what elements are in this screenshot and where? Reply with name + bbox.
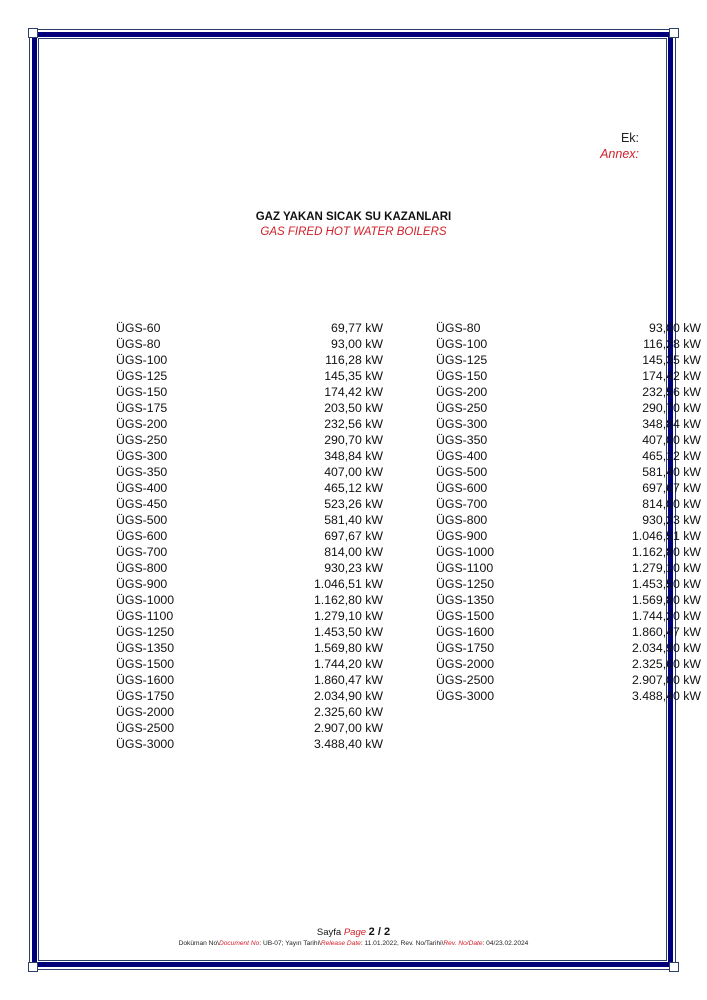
- table-row: [436, 384, 701, 400]
- model-name: ÜGS-400: [116, 481, 168, 495]
- table-row: [436, 624, 701, 640]
- page-number: 2 / 2: [368, 926, 391, 938]
- table-row: [116, 720, 383, 736]
- model-power: 2.325,60 kW: [313, 705, 383, 719]
- model-name: ÜGS-600: [116, 529, 168, 543]
- model-name: ÜGS-500: [116, 513, 168, 527]
- right-model-table: [436, 320, 701, 704]
- model-power: 523,26 kW: [324, 497, 383, 511]
- model-power: 1.162,80 kW: [631, 545, 701, 559]
- model-name: ÜGS-1500: [116, 657, 175, 671]
- rev-label-en: Rev. No/Date: [443, 940, 483, 947]
- table-row: [436, 672, 701, 688]
- model-power: 1.453,50 kW: [631, 577, 701, 591]
- model-power: 930,23 kW: [642, 513, 701, 527]
- model-name: ÜGS-1100: [116, 609, 174, 623]
- left-model-table: [116, 320, 383, 752]
- table-row: [116, 736, 383, 752]
- page-indicator: [0, 926, 707, 939]
- model-power: 930,23 kW: [324, 561, 383, 575]
- annex-label: [600, 130, 639, 162]
- model-name: ÜGS-350: [436, 433, 488, 447]
- model-name: ÜGS-2000: [436, 657, 495, 671]
- table-row: [436, 592, 701, 608]
- model-power: 581,40 kW: [642, 465, 701, 479]
- model-name: ÜGS-100: [436, 337, 488, 351]
- table-row: [436, 352, 701, 368]
- table-row: [436, 432, 701, 448]
- table-row: [116, 432, 383, 448]
- page-label-tr: Sayfa: [316, 927, 342, 938]
- model-power: 465,12 kW: [324, 481, 383, 495]
- table-row: [436, 336, 701, 352]
- model-power: 1.860,47 kW: [631, 625, 701, 639]
- model-power: 465,12 kW: [642, 449, 701, 463]
- model-name: ÜGS-1500: [436, 609, 495, 623]
- table-row: [116, 656, 383, 672]
- model-power: 69,77 kW: [331, 321, 383, 335]
- model-power: 348,84 kW: [324, 449, 383, 463]
- model-name: ÜGS-1350: [116, 641, 175, 655]
- model-power: 290,70 kW: [642, 401, 701, 415]
- model-power: 93,00 kW: [649, 321, 701, 335]
- model-name: ÜGS-1250: [116, 625, 175, 639]
- model-power: 174,42 kW: [324, 385, 383, 399]
- model-name: ÜGS-1350: [436, 593, 495, 607]
- release-label-tr: Yayın Tarihi\: [285, 940, 321, 947]
- table-row: [436, 448, 701, 464]
- model-power: 232,56 kW: [324, 417, 383, 431]
- model-name: ÜGS-1100: [436, 561, 494, 575]
- table-row: [436, 496, 701, 512]
- table-row: [116, 592, 383, 608]
- model-name: ÜGS-200: [436, 385, 488, 399]
- model-name: ÜGS-800: [116, 561, 168, 575]
- model-name: ÜGS-1250: [436, 577, 495, 591]
- table-row: [436, 576, 701, 592]
- model-name: ÜGS-500: [436, 465, 488, 479]
- model-name: ÜGS-400: [436, 449, 488, 463]
- model-power: 145,35 kW: [642, 353, 701, 367]
- model-name: ÜGS-700: [116, 545, 168, 559]
- model-power: 116,28 kW: [643, 337, 701, 351]
- table-row: [116, 448, 383, 464]
- table-row: [116, 672, 383, 688]
- model-name: ÜGS-3000: [116, 737, 175, 751]
- model-name: ÜGS-125: [116, 369, 168, 383]
- model-name: ÜGS-175: [116, 401, 168, 415]
- table-row: [116, 384, 383, 400]
- table-row: [436, 608, 701, 624]
- rev-value: : 04/23.02.2024: [482, 940, 529, 947]
- model-power: 407,00 kW: [324, 465, 383, 479]
- model-name: ÜGS-1750: [116, 689, 175, 703]
- page-footer: [0, 926, 707, 949]
- doc-no-value: : UB-07;: [259, 940, 286, 947]
- model-name: ÜGS-150: [436, 369, 488, 383]
- border-corner-ornament: [669, 28, 679, 38]
- model-power: 2.907,00 kW: [631, 673, 701, 687]
- model-name: ÜGS-350: [116, 465, 168, 479]
- model-power: 1.744,20 kW: [313, 657, 383, 671]
- model-name: ÜGS-700: [436, 497, 488, 511]
- table-row: [116, 464, 383, 480]
- doc-no-label-en: Document No: [218, 940, 260, 947]
- model-name: ÜGS-125: [436, 353, 488, 367]
- model-power: 1.162,80 kW: [313, 593, 383, 607]
- border-corner-ornament: [669, 962, 679, 972]
- table-row: [116, 496, 383, 512]
- page-title: [0, 210, 707, 240]
- model-power: 290,70 kW: [324, 433, 383, 447]
- annex-label-en: Annex:: [600, 147, 639, 161]
- model-power: 1.453,50 kW: [313, 625, 383, 639]
- table-row: [436, 560, 701, 576]
- table-row: [436, 368, 701, 384]
- table-row: [436, 400, 701, 416]
- table-row: [116, 640, 383, 656]
- model-name: ÜGS-2500: [116, 721, 175, 735]
- doc-no-label-tr: Doküman No\: [178, 940, 219, 947]
- model-name: ÜGS-80: [436, 321, 481, 335]
- model-power: 174,42 kW: [642, 369, 701, 383]
- table-row: [116, 704, 383, 720]
- model-power: 1.744,20 kW: [631, 609, 701, 623]
- model-name: ÜGS-450: [116, 497, 168, 511]
- table-row: [436, 640, 701, 656]
- table-row: [436, 512, 701, 528]
- model-power: 116,28 kW: [325, 353, 383, 367]
- table-row: [116, 608, 383, 624]
- model-power: 348,84 kW: [642, 417, 701, 431]
- model-name: ÜGS-250: [436, 401, 488, 415]
- border-corner-ornament: [28, 28, 38, 38]
- release-value: : 11.01.2022,: [360, 940, 401, 947]
- title-tr: GAZ YAKAN SICAK SU KAZANLARI: [255, 211, 452, 223]
- table-row: [116, 560, 383, 576]
- model-power: 581,40 kW: [324, 513, 383, 527]
- model-name: ÜGS-1600: [436, 625, 495, 639]
- table-row: [436, 656, 701, 672]
- table-row: [116, 416, 383, 432]
- model-name: ÜGS-2000: [116, 705, 175, 719]
- model-name: ÜGS-300: [436, 417, 488, 431]
- annex-label-tr: Ek:: [620, 131, 639, 145]
- model-name: ÜGS-250: [116, 433, 168, 447]
- model-name: ÜGS-1750: [436, 641, 495, 655]
- table-row: [116, 544, 383, 560]
- model-name: ÜGS-2500: [436, 673, 495, 687]
- model-power: 407,00 kW: [642, 433, 701, 447]
- table-row: [116, 368, 383, 384]
- model-name: ÜGS-600: [436, 481, 488, 495]
- model-power: 145,35 kW: [324, 369, 383, 383]
- border-corner-ornament: [28, 962, 38, 972]
- model-power: 1.279,10 kW: [631, 561, 701, 575]
- model-power: 93,00 kW: [331, 337, 383, 351]
- model-name: ÜGS-900: [116, 577, 168, 591]
- model-power: 3.488,40 kW: [631, 689, 701, 703]
- model-name: ÜGS-800: [436, 513, 488, 527]
- model-power: 2.034,90 kW: [631, 641, 701, 655]
- model-name: ÜGS-100: [116, 353, 168, 367]
- page-label-en: Page: [343, 927, 367, 938]
- table-row: [116, 400, 383, 416]
- table-row: [116, 576, 383, 592]
- model-power: 697,67 kW: [324, 529, 383, 543]
- table-row: [436, 464, 701, 480]
- table-row: [116, 336, 383, 352]
- table-row: [116, 528, 383, 544]
- title-en: GAS FIRED HOT WATER BOILERS: [260, 226, 447, 238]
- table-row: [116, 320, 383, 336]
- model-name: ÜGS-150: [116, 385, 168, 399]
- model-power: 2.325,60 kW: [631, 657, 701, 671]
- model-name: ÜGS-60: [116, 321, 161, 335]
- model-name: ÜGS-900: [436, 529, 488, 543]
- document-info: [0, 939, 707, 949]
- model-power: 232,56 kW: [642, 385, 701, 399]
- table-row: [436, 544, 701, 560]
- model-name: ÜGS-1600: [116, 673, 175, 687]
- table-row: [116, 512, 383, 528]
- table-row: [116, 624, 383, 640]
- model-power: 2.907,00 kW: [313, 721, 383, 735]
- model-power: 814,00 kW: [324, 545, 383, 559]
- table-row: [436, 480, 701, 496]
- table-row: [436, 416, 701, 432]
- model-power: 1.860,47 kW: [313, 673, 383, 687]
- model-power: 814,00 kW: [642, 497, 701, 511]
- model-name: ÜGS-1000: [436, 545, 495, 559]
- model-power: 3.488,40 kW: [313, 737, 383, 751]
- model-name: ÜGS-3000: [436, 689, 495, 703]
- model-power: 1.046,51 kW: [631, 529, 701, 543]
- model-power: 2.034,90 kW: [313, 689, 383, 703]
- model-name: ÜGS-1000: [116, 593, 175, 607]
- table-row: [116, 352, 383, 368]
- model-power: 1.279,10 kW: [313, 609, 383, 623]
- table-row: [116, 688, 383, 704]
- model-power: 203,50 kW: [324, 401, 383, 415]
- model-name: ÜGS-80: [116, 337, 161, 351]
- model-name: ÜGS-200: [116, 417, 168, 431]
- table-row: [436, 320, 701, 336]
- rev-label-tr: Rev. No/Tarihi\: [400, 940, 444, 947]
- model-power: 1.569,80 kW: [313, 641, 383, 655]
- table-row: [436, 688, 701, 704]
- model-power: 697,67 kW: [642, 481, 701, 495]
- table-row: [436, 528, 701, 544]
- model-power: 1.569,80 kW: [631, 593, 701, 607]
- model-power: 1.046,51 kW: [313, 577, 383, 591]
- release-label-en: Release Date: [320, 940, 361, 947]
- table-row: [116, 480, 383, 496]
- model-name: ÜGS-300: [116, 449, 168, 463]
